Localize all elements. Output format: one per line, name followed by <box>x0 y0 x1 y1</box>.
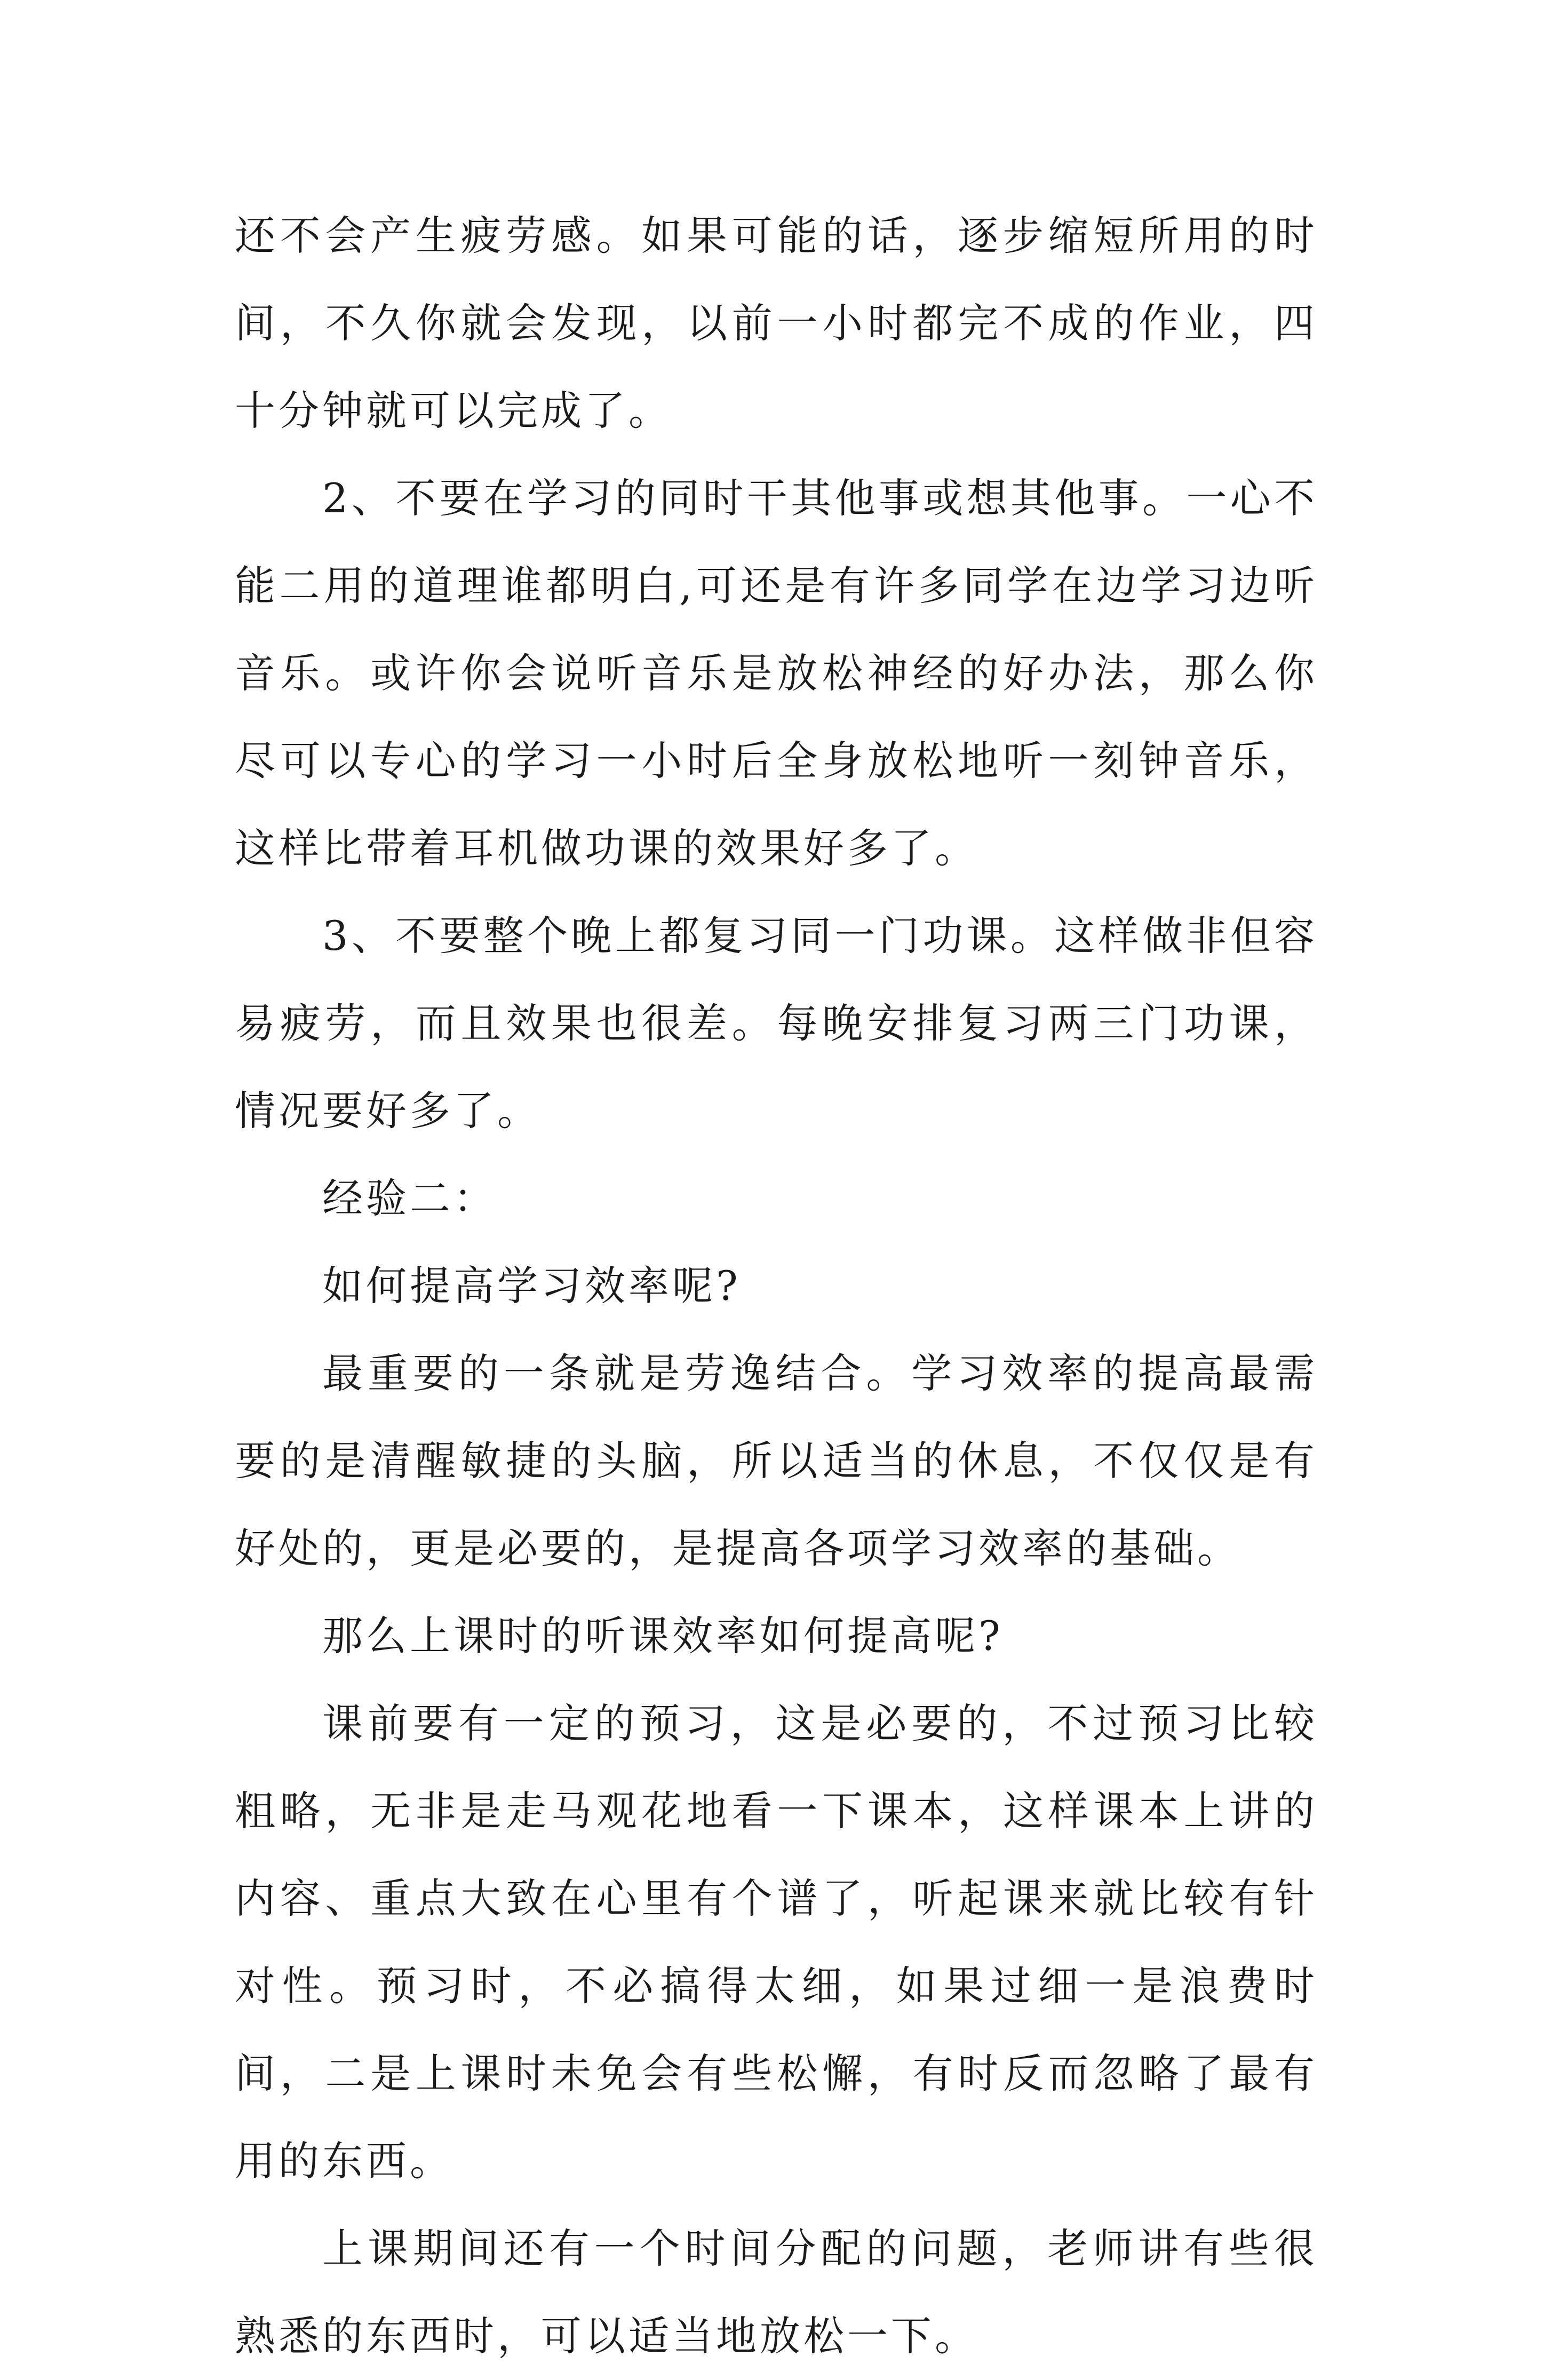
paragraph-rest-balance: 最重要的一条就是劳逸结合。学习效率的提高最需要的是清醒敏捷的头脑，所以适当的休息，不仅仅是有好处的，更是必要的，是提高各项学习效率的基础。 <box>235 1350 1318 1572</box>
paragraph-tip-3: 3、不要整个晚上都复习同一门功课。这样做非但容易疲劳，而且效果也很差。每晚安排复习两三门功课，情况要好多了。 <box>235 912 1318 1135</box>
paragraph-question-efficiency: 如何提高学习效率呢? <box>322 1262 741 1310</box>
document-body <box>235 192 1318 2380</box>
paragraph-tip-2: 2、不要在学习的同时干其他事或想其他事。一心不能二用的道理谁都明白,可还是有许多同学在边学习边听音乐。或许你会说听音乐是放松神经的好办法，那么你尽可以专心的学习一小时后全身放松地听一刻钟音乐，这样比带着耳机做功课的效果好多了。 <box>235 474 1318 872</box>
paragraph-question-class: 那么上课时的听课效率如何提高呢? <box>322 1612 1004 1660</box>
paragraph-time-allocation: 上课期间还有一个时间分配的问题，老师讲有些很熟悉的东西时，可以适当地放松一下。 <box>235 2225 1318 2360</box>
paragraph-preview: 课前要有一定的预习，这是必要的，不过预习比较粗略，无非是走马观花地看一下课本，这样课本上讲的内容、重点大致在心里有个谱了，听起课来就比较有针对性。预习时，不必搞得太细，如果过细一是浪费时间，二是上课时未免会有些松懈，有时反而忽略了最有用的东西。 <box>235 1700 1318 2185</box>
section-heading-experience-2: 经验二： <box>322 1175 497 1222</box>
paragraph-continued: 还不会产生疲劳感。如果可能的话，逐步缩短所用的时间，不久你就会发现，以前一小时都完不成的作业，四十分钟就可以完成了。 <box>235 212 1318 434</box>
